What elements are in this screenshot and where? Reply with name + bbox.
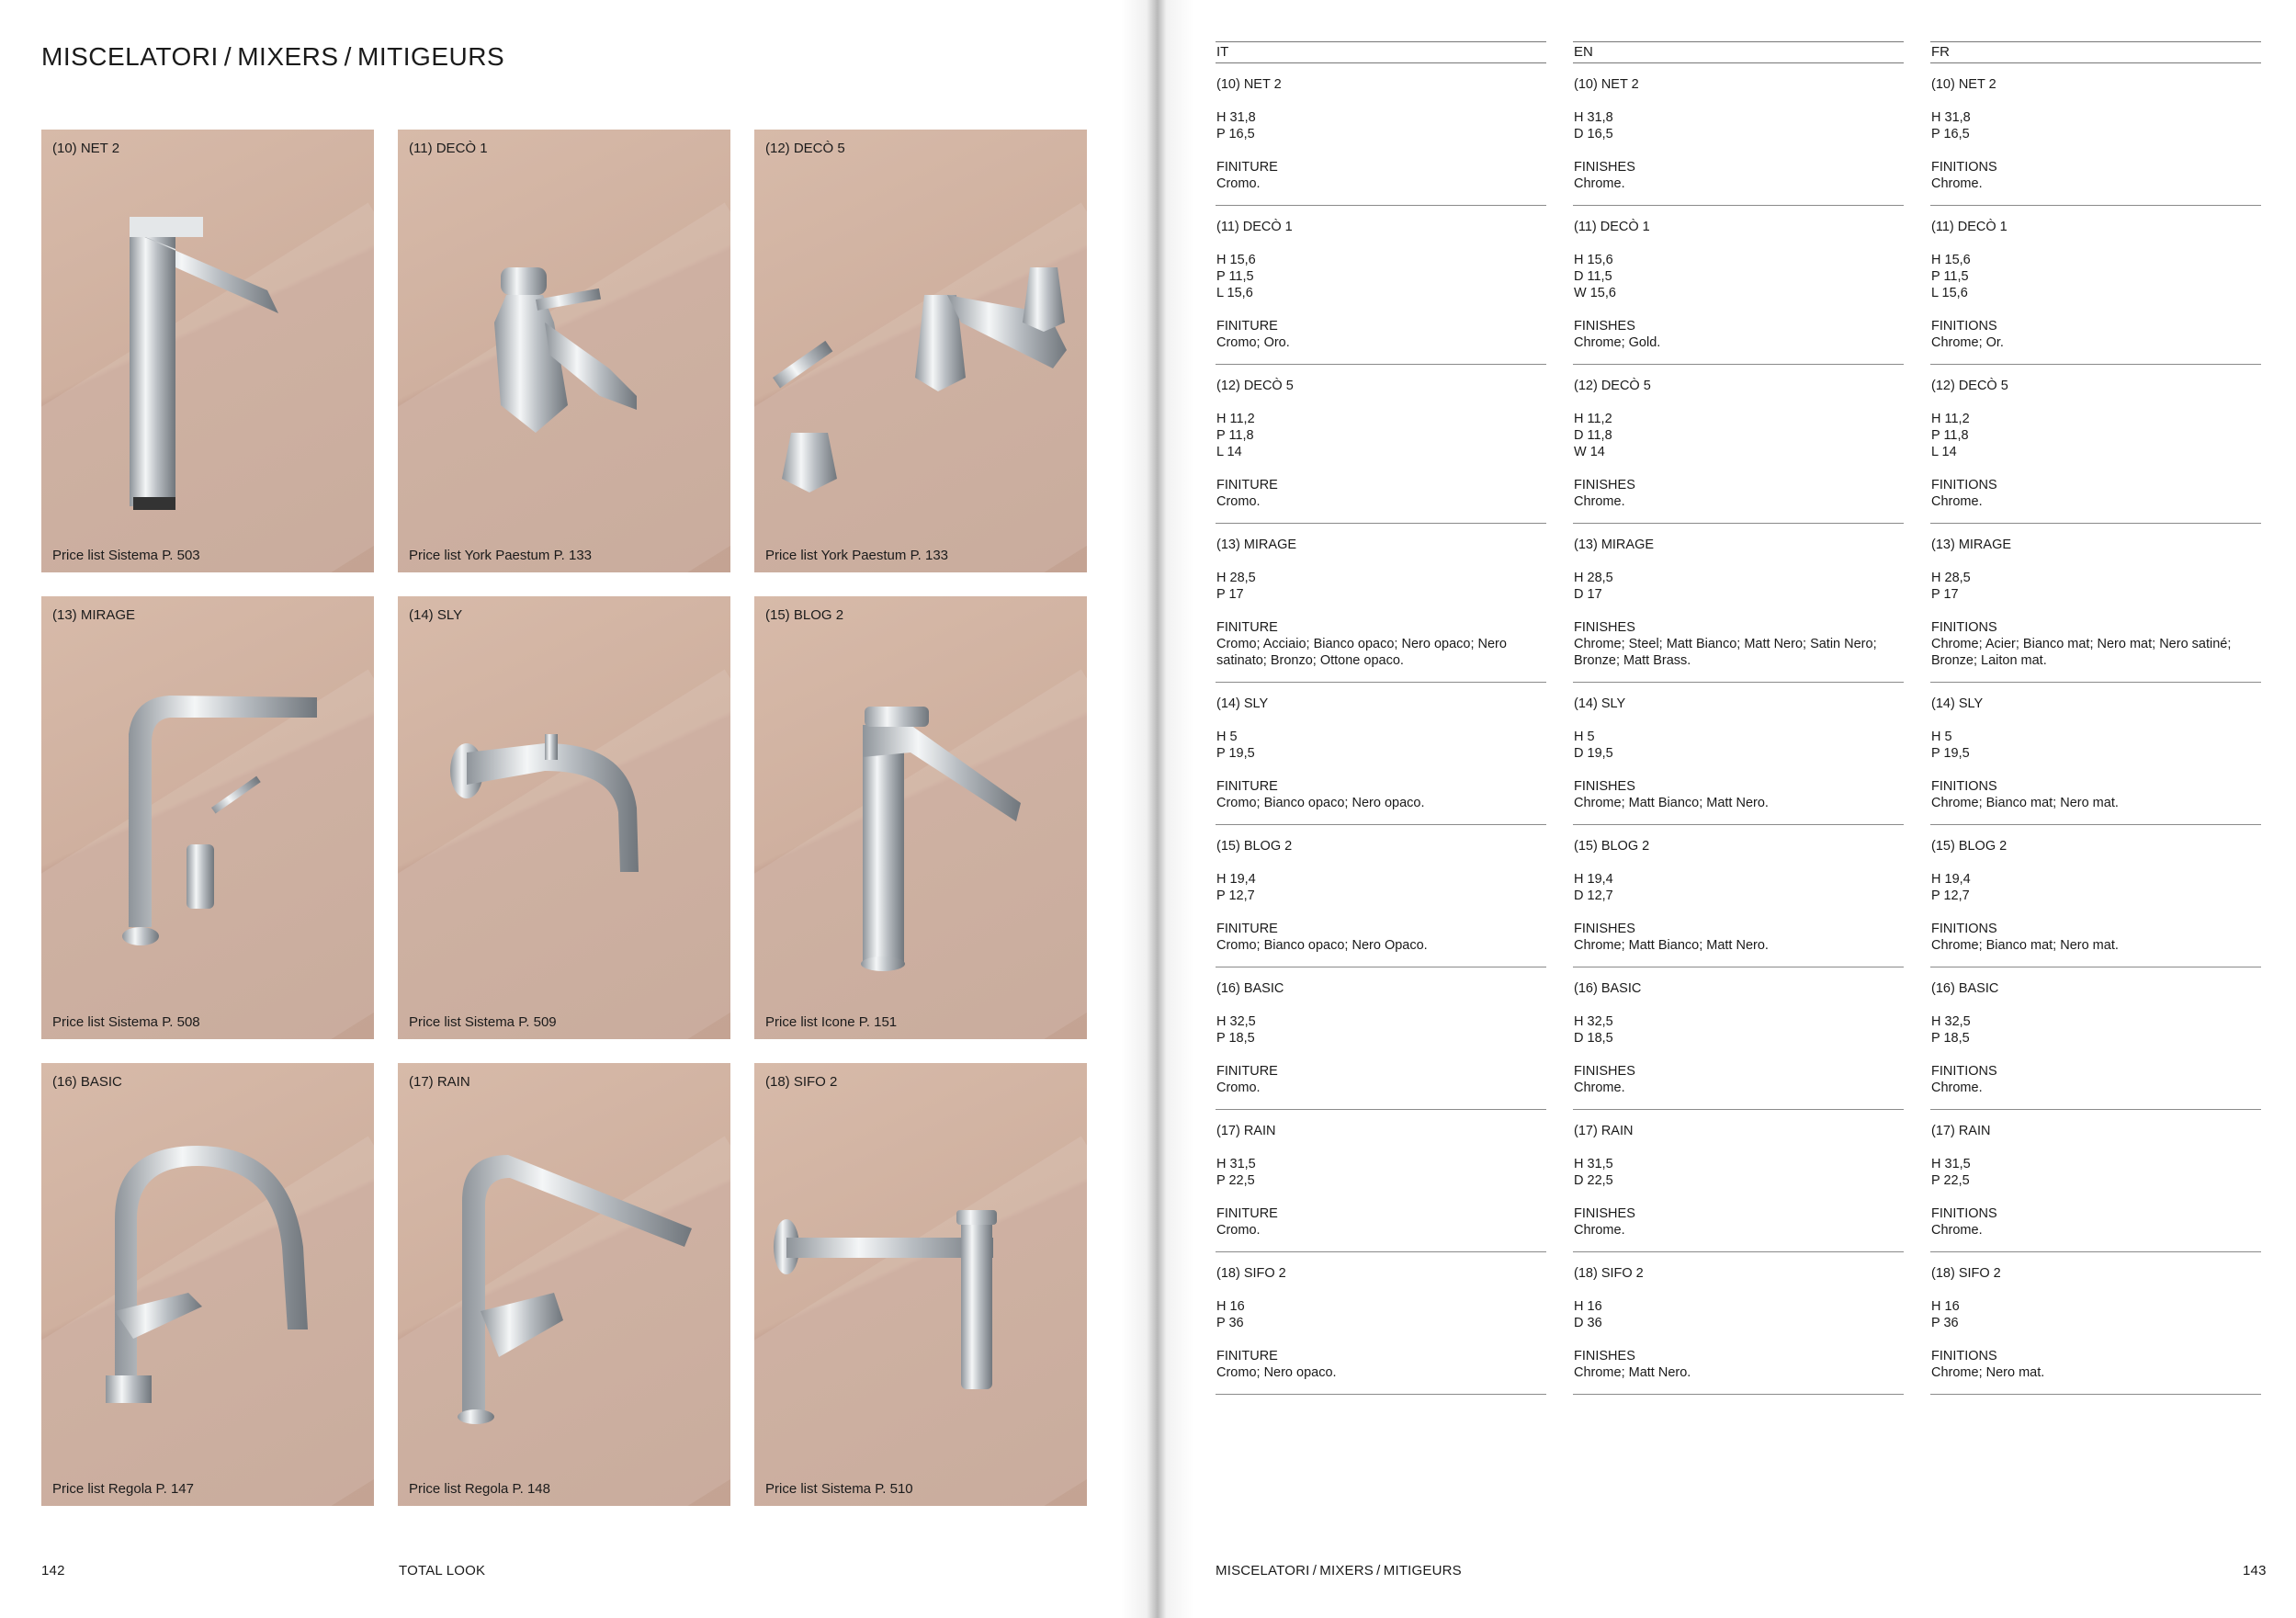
- finish-label: FINITURE: [1216, 1349, 1278, 1363]
- dimensions: [1931, 109, 2261, 142]
- product-photo-tile: [754, 596, 1087, 1039]
- finish-list: Cromo.: [1216, 494, 1261, 509]
- finish-list: Cromo.: [1216, 1081, 1261, 1095]
- spec-entry: [1573, 967, 1904, 1110]
- faucet-photo: [754, 596, 1087, 1039]
- finish-label: FINITURE: [1216, 1064, 1278, 1079]
- spec-product-name: (17) RAIN: [1574, 1124, 1634, 1138]
- spec-entry: [1216, 365, 1546, 524]
- finish-label: FINISHES: [1574, 779, 1635, 794]
- spec-product-name: (12) DECÒ 5: [1216, 379, 1294, 393]
- spec-product-name: (13) MIRAGE: [1574, 537, 1655, 552]
- dimension-value: H 5: [1574, 730, 1595, 744]
- dimensions: [1216, 871, 1546, 904]
- dimensions: [1931, 729, 2261, 762]
- finish-label: FINITURE: [1216, 319, 1278, 334]
- dimension-value: H 15,6: [1931, 253, 1971, 267]
- spec-product-name: (14) SLY: [1931, 696, 1984, 711]
- dimensions: [1216, 729, 1546, 762]
- dimensions: [1216, 1156, 1546, 1189]
- product-label: (16) BASIC: [52, 1074, 122, 1090]
- finish-list: Chrome; Matt Bianco; Matt Nero.: [1574, 796, 1769, 810]
- spec-product-name: (18) SIFO 2: [1216, 1266, 1286, 1281]
- dimensions: [1216, 1013, 1546, 1047]
- dimension-value: D 17: [1574, 587, 1602, 602]
- dimension-value: H 16: [1931, 1299, 1960, 1314]
- product-photo-tile: [398, 1063, 730, 1506]
- spec-product-name: (16) BASIC: [1574, 981, 1642, 996]
- price-list-reference: Price list Regola P. 148: [409, 1481, 550, 1497]
- spec-entry: [1930, 63, 2261, 206]
- footer-title-right: MISCELATORI / MIXERS / MITIGEURS: [1216, 1563, 1462, 1578]
- spec-entry: [1573, 1252, 1904, 1395]
- finish-label: FINISHES: [1574, 1206, 1635, 1221]
- product-label: (17) RAIN: [409, 1074, 470, 1090]
- dimension-value: P 12,7: [1216, 888, 1255, 903]
- dimension-value: H 31,8: [1574, 110, 1613, 125]
- dimension-value: D 18,5: [1574, 1031, 1613, 1046]
- finish-list: Chrome.: [1931, 1081, 1983, 1095]
- dimensions: [1216, 252, 1546, 301]
- spec-entry: [1216, 206, 1546, 365]
- spec-entry: [1930, 825, 2261, 967]
- spec-entry: [1216, 1110, 1546, 1252]
- price-list-reference: Price list Sistema P. 509: [409, 1014, 557, 1030]
- dimension-value: P 11,8: [1931, 428, 1969, 443]
- dimension-value: P 19,5: [1216, 746, 1255, 761]
- dimension-value: H 28,5: [1931, 571, 1971, 585]
- spec-column-en: [1573, 41, 1904, 1395]
- spec-product-name: (16) BASIC: [1216, 981, 1284, 996]
- finish-list: Chrome; Matt Nero.: [1574, 1365, 1691, 1380]
- product-label: (11) DECÒ 1: [409, 141, 488, 156]
- dimensions: [1931, 1156, 2261, 1189]
- dimensions: [1216, 411, 1546, 460]
- dimension-value: H 28,5: [1574, 571, 1613, 585]
- dimension-value: H 15,6: [1216, 253, 1256, 267]
- faucet-photo: [41, 596, 374, 1039]
- dimension-value: H 15,6: [1574, 253, 1613, 267]
- dimension-value: H 11,2: [1216, 412, 1255, 426]
- finish-list: Chrome; Or.: [1931, 335, 2004, 350]
- dimension-value: H 19,4: [1931, 872, 1971, 887]
- spec-product-name: (10) NET 2: [1216, 77, 1282, 92]
- spec-product-name: (17) RAIN: [1931, 1124, 1991, 1138]
- spec-product-name: (10) NET 2: [1574, 77, 1639, 92]
- dimensions: [1574, 109, 1904, 142]
- dimension-value: D 19,5: [1574, 746, 1613, 761]
- dimension-value: L 14: [1216, 445, 1242, 459]
- spec-product-name: (16) BASIC: [1931, 981, 1999, 996]
- spec-entry: [1216, 63, 1546, 206]
- dimension-value: P 18,5: [1216, 1031, 1255, 1046]
- finish-label: FINISHES: [1574, 160, 1635, 175]
- dimension-value: H 11,2: [1931, 412, 1970, 426]
- dimension-value: P 19,5: [1931, 746, 1970, 761]
- product-photo-tile: [754, 1063, 1087, 1506]
- product-photo-tile: [398, 596, 730, 1039]
- spec-column-it: [1216, 41, 1546, 1395]
- finish-list: Chrome; Bianco mat; Nero mat.: [1931, 938, 2119, 953]
- faucet-photo: [398, 596, 730, 1039]
- finish-label: FINITURE: [1216, 160, 1278, 175]
- price-list-reference: Price list Icone P. 151: [765, 1014, 898, 1030]
- finish-label: FINITIONS: [1931, 620, 1997, 635]
- finish-list: Cromo; Nero opaco.: [1216, 1365, 1337, 1380]
- dimension-value: H 31,5: [1216, 1157, 1256, 1171]
- dimensions: [1931, 570, 2261, 603]
- product-photo-tile: [41, 1063, 374, 1506]
- dimension-value: H 31,8: [1216, 110, 1256, 125]
- finish-label: FINITIONS: [1931, 478, 1997, 492]
- dimensions: [1931, 411, 2261, 460]
- dimension-value: H 32,5: [1574, 1014, 1613, 1029]
- dimension-value: H 28,5: [1216, 571, 1256, 585]
- finish-list: Chrome.: [1931, 1223, 1983, 1238]
- price-list-reference: Price list Sistema P. 510: [765, 1481, 913, 1497]
- spec-product-name: (14) SLY: [1574, 696, 1626, 711]
- spec-entry: [1216, 683, 1546, 825]
- spec-product-name: (10) NET 2: [1931, 77, 1996, 92]
- dimension-value: W 14: [1574, 445, 1605, 459]
- dimension-value: H 31,5: [1931, 1157, 1971, 1171]
- faucet-photo: [754, 130, 1087, 572]
- finish-list: Cromo; Acciaio; Bianco opaco; Nero opaco; Nero satinato; Bronzo; Ottone opaco.: [1216, 637, 1507, 668]
- faucet-photo: [41, 1063, 374, 1506]
- finish-label: FINISHES: [1574, 620, 1635, 635]
- finish-list: Cromo; Bianco opaco; Nero Opaco.: [1216, 938, 1428, 953]
- dimensions: [1216, 570, 1546, 603]
- dimension-value: P 22,5: [1216, 1173, 1255, 1188]
- spec-product-name: (14) SLY: [1216, 696, 1269, 711]
- spec-entry: [1216, 1252, 1546, 1395]
- spec-product-name: (12) DECÒ 5: [1931, 379, 2008, 393]
- product-label: (13) MIRAGE: [52, 607, 136, 623]
- dimension-value: D 16,5: [1574, 127, 1613, 141]
- dimension-value: H 19,4: [1574, 872, 1613, 887]
- spec-product-name: (17) RAIN: [1216, 1124, 1276, 1138]
- spec-entry: [1930, 1252, 2261, 1395]
- spec-entry: [1216, 524, 1546, 683]
- faucet-photo: [398, 1063, 730, 1506]
- spec-entry: [1930, 365, 2261, 524]
- spec-entry: [1930, 1110, 2261, 1252]
- spec-product-name: (18) SIFO 2: [1931, 1266, 2001, 1281]
- dimension-value: H 5: [1931, 730, 1952, 744]
- product-label: (18) SIFO 2: [765, 1074, 838, 1090]
- language-header: FR: [1930, 41, 2261, 63]
- dimensions: [1574, 1156, 1904, 1189]
- dimensions: [1574, 1298, 1904, 1331]
- finish-label: FINITIONS: [1931, 319, 1997, 334]
- dimension-value: H 5: [1216, 730, 1238, 744]
- dimensions: [1574, 252, 1904, 301]
- right-page: [1148, 0, 2296, 1618]
- dimension-value: H 16: [1574, 1299, 1602, 1314]
- finish-label: FINITIONS: [1931, 1064, 1997, 1079]
- spec-entry: [1216, 967, 1546, 1110]
- dimension-value: P 11,5: [1216, 269, 1254, 284]
- spec-entry: [1573, 524, 1904, 683]
- dimension-value: W 15,6: [1574, 286, 1616, 300]
- dimension-value: P 12,7: [1931, 888, 1970, 903]
- spec-product-name: (12) DECÒ 5: [1574, 379, 1651, 393]
- price-list-reference: Price list Sistema P. 508: [52, 1014, 200, 1030]
- finish-label: FINISHES: [1574, 478, 1635, 492]
- language-header: IT: [1216, 41, 1546, 63]
- finish-list: Chrome.: [1574, 1223, 1625, 1238]
- dimension-value: H 32,5: [1216, 1014, 1256, 1029]
- finish-list: Chrome.: [1574, 494, 1625, 509]
- finish-label: FINITURE: [1216, 779, 1278, 794]
- spec-entry: [1930, 967, 2261, 1110]
- dimensions: [1574, 570, 1904, 603]
- faucet-photo: [41, 130, 374, 572]
- finish-list: Chrome; Bianco mat; Nero mat.: [1931, 796, 2119, 810]
- dimension-value: P 16,5: [1931, 127, 1970, 141]
- finish-label: FINITURE: [1216, 620, 1278, 635]
- spec-product-name: (11) DECÒ 1: [1574, 220, 1650, 234]
- finish-label: FINITIONS: [1931, 1349, 1997, 1363]
- dimension-value: D 12,7: [1574, 888, 1613, 903]
- finish-label: FINITIONS: [1931, 922, 1997, 936]
- dimension-value: D 36: [1574, 1316, 1602, 1330]
- spec-product-name: (15) BLOG 2: [1931, 839, 2008, 854]
- page-number-left: 142: [41, 1563, 65, 1578]
- dimensions: [1574, 871, 1904, 904]
- price-list-reference: Price list Regola P. 147: [52, 1481, 194, 1497]
- product-photo-tile: [754, 130, 1087, 572]
- product-label: (10) NET 2: [52, 141, 120, 156]
- dimension-value: H 16: [1216, 1299, 1245, 1314]
- finish-list: Cromo; Oro.: [1216, 335, 1290, 350]
- dimension-value: P 36: [1931, 1316, 1959, 1330]
- dimension-value: P 11,8: [1216, 428, 1254, 443]
- dimension-value: D 11,8: [1574, 428, 1612, 443]
- spec-entry: [1930, 683, 2261, 825]
- dimension-value: P 17: [1216, 587, 1244, 602]
- spec-entry: [1573, 63, 1904, 206]
- page-number-right: 143: [2243, 1563, 2267, 1578]
- product-photo-tile: [41, 130, 374, 572]
- dimension-value: P 22,5: [1931, 1173, 1970, 1188]
- finish-list: Chrome.: [1574, 176, 1625, 191]
- finish-label: FINISHES: [1574, 319, 1635, 334]
- finish-label: FINISHES: [1574, 1349, 1635, 1363]
- dimension-value: H 11,2: [1574, 412, 1612, 426]
- spec-column-fr: [1930, 41, 2261, 1395]
- dimensions: [1216, 109, 1546, 142]
- dimension-value: P 18,5: [1931, 1031, 1970, 1046]
- page-title: MISCELATORI / MIXERS / MITIGEURS: [41, 42, 505, 71]
- dimension-value: H 32,5: [1931, 1014, 1971, 1029]
- dimensions: [1216, 1298, 1546, 1331]
- dimensions: [1574, 1013, 1904, 1047]
- finish-list: Cromo.: [1216, 1223, 1261, 1238]
- price-list-reference: Price list York Paestum P. 133: [409, 548, 592, 563]
- product-photo-tile: [398, 130, 730, 572]
- finish-list: Chrome; Gold.: [1574, 335, 1661, 350]
- dimensions: [1574, 411, 1904, 460]
- dimensions: [1931, 252, 2261, 301]
- dimension-value: L 14: [1931, 445, 1957, 459]
- spec-entry: [1216, 825, 1546, 967]
- finish-label: FINISHES: [1574, 922, 1635, 936]
- dimension-value: H 31,5: [1574, 1157, 1613, 1171]
- dimensions: [1931, 1013, 2261, 1047]
- finish-list: Chrome.: [1931, 494, 1983, 509]
- finish-list: Chrome; Acier; Bianco mat; Nero mat; Nero satiné; Bronze; Laiton mat.: [1931, 637, 2232, 668]
- dimension-value: P 36: [1216, 1316, 1244, 1330]
- finish-label: FINITURE: [1216, 1206, 1278, 1221]
- product-label: (12) DECÒ 5: [765, 141, 845, 156]
- dimension-value: P 11,5: [1931, 269, 1969, 284]
- dimension-value: H 31,8: [1931, 110, 1971, 125]
- dimension-value: D 22,5: [1574, 1173, 1613, 1188]
- language-header: EN: [1573, 41, 1904, 63]
- dimension-value: P 16,5: [1216, 127, 1255, 141]
- price-list-reference: Price list York Paestum P. 133: [765, 548, 948, 563]
- spec-product-name: (18) SIFO 2: [1574, 1266, 1644, 1281]
- spec-product-name: (13) MIRAGE: [1931, 537, 2012, 552]
- dimension-value: D 11,5: [1574, 269, 1612, 284]
- spec-entry: [1930, 524, 2261, 683]
- finish-label: FINITURE: [1216, 478, 1278, 492]
- faucet-photo: [398, 130, 730, 572]
- price-list-reference: Price list Sistema P. 503: [52, 548, 200, 563]
- footer-section-label: TOTAL LOOK: [399, 1563, 486, 1578]
- spec-product-name: (15) BLOG 2: [1216, 839, 1293, 854]
- dimension-value: L 15,6: [1216, 286, 1253, 300]
- dimension-value: H 19,4: [1216, 872, 1256, 887]
- finish-label: FINITIONS: [1931, 160, 1997, 175]
- finish-list: Cromo; Bianco opaco; Nero opaco.: [1216, 796, 1425, 810]
- finish-list: Chrome.: [1931, 176, 1983, 191]
- dimension-value: P 17: [1931, 587, 1959, 602]
- dimensions: [1931, 1298, 2261, 1331]
- finish-list: Cromo.: [1216, 176, 1261, 191]
- spec-product-name: (11) DECÒ 1: [1931, 220, 2008, 234]
- finish-list: Chrome; Nero mat.: [1931, 1365, 2045, 1380]
- finish-label: FINITIONS: [1931, 779, 1997, 794]
- spec-entry: [1573, 683, 1904, 825]
- spec-entry: [1573, 206, 1904, 365]
- finish-label: FINISHES: [1574, 1064, 1635, 1079]
- dimensions: [1931, 871, 2261, 904]
- finish-label: FINITIONS: [1931, 1206, 1997, 1221]
- product-label: (15) BLOG 2: [765, 607, 844, 623]
- spec-entry: [1573, 825, 1904, 967]
- product-photo-tile: [41, 596, 374, 1039]
- spec-product-name: (13) MIRAGE: [1216, 537, 1297, 552]
- spec-entry: [1573, 365, 1904, 524]
- spec-product-name: (11) DECÒ 1: [1216, 220, 1293, 234]
- spec-entry: [1930, 206, 2261, 365]
- finish-list: Chrome; Matt Bianco; Matt Nero.: [1574, 938, 1769, 953]
- finish-list: Chrome; Steel; Matt Bianco; Matt Nero; Satin Nero; Bronze; Matt Brass.: [1574, 637, 1877, 668]
- spec-entry: [1573, 1110, 1904, 1252]
- faucet-photo: [754, 1063, 1087, 1506]
- product-label: (14) SLY: [409, 607, 463, 623]
- dimension-value: L 15,6: [1931, 286, 1968, 300]
- finish-list: Chrome.: [1574, 1081, 1625, 1095]
- dimensions: [1574, 729, 1904, 762]
- spec-product-name: (15) BLOG 2: [1574, 839, 1650, 854]
- finish-label: FINITURE: [1216, 922, 1278, 936]
